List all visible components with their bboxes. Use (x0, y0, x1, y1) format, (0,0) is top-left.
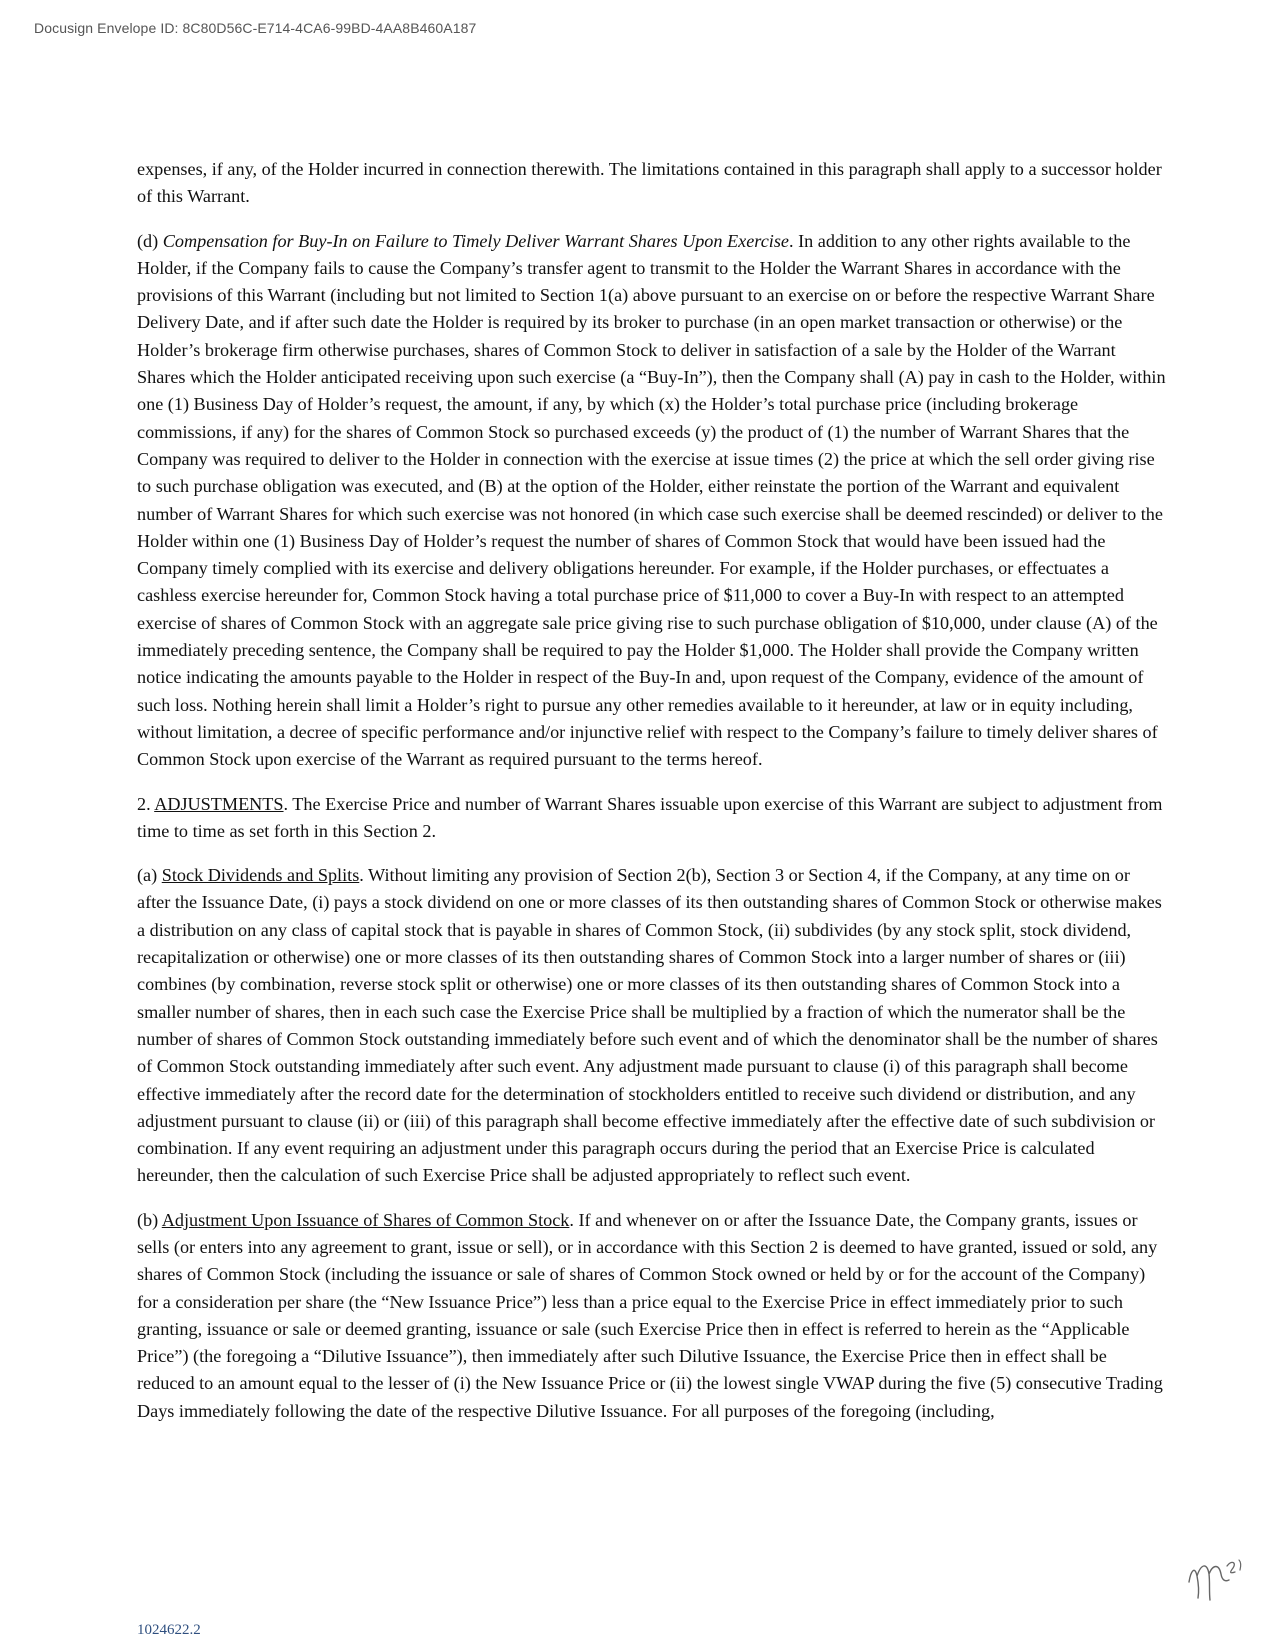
section-heading-issuance-adjustment: Adjustment Upon Issuance of Shares of Common Stock (161, 1209, 570, 1230)
section-heading-adjustments: ADJUSTMENTS (154, 793, 284, 814)
paragraph-continuation: expenses, if any, of the Holder incurred in connection therewith. The limitations contained in this paragraph shall apply to a successor holder of this Warrant. (137, 159, 1162, 207)
section-heading-stock-dividends: Stock Dividends and Splits (161, 865, 360, 886)
paragraph-buy-in: (d) Compensation for Buy-In on Failure to Timely Deliver Warrant Shares Upon Exercise. In addition to any other rights available to the Holder, if the Company fails to cause the Company’s transfer agent to transmit to the Holder the Warrant Shares in accordance with the provisions of this Warrant (including but not limited to Section 1(a) above pursuant to an exercise on or before the respective Warrant Share Delivery Date, and if after such date the Holder is required by its broker to purchase (in an open market transaction or otherwise) or the Holder’s brokerage firm otherwise purchases, shares of Common Stock to deliver in satisfaction of a sale by the Holder of the Warrant Shares which the Holder anticipated receiving upon such exercise (a “Buy-In”), then the Company shall (A) pay in cash to the Holder, within one (1) Business Day of Holder’s request, the amount, if any, by which (x) the Holder’s total purchase price (including brokerage commissions, if any) for the shares of Common Stock so purchased exceeds (y) the product of (1) the number of Warrant Shares that the Company was required to deliver to the Holder in connection with the exercise at issue times (2) the price at which the sell order giving rise to such purchase obligation was executed, and (B) at the option of the Holder, either reinstate the portion of the Warrant and equivalent number of Warrant Shares for which such exercise was not honored (in which case such exercise shall be deemed rescinded) or deliver to the Holder within one (1) Business Day of Holder’s request the number of shares of Common Stock that would have been issued had the Company timely complied with its exercise and delivery obligations hereunder. For example, if the Holder purchases, or effectuates a cashless exercise hereunder for, Common Stock having a total purchase price of $11,000 to cover a Buy-In with respect to an attempted exercise of shares of Common Stock with an aggregate sale price giving rise to such purchase obligation of $10,000, under clause (A) of the immediately preceding sentence, the Company shall be required to pay the Holder $1,000. The Holder shall provide the Company written notice indicating the amounts payable to the Holder in respect of the Buy-In and, upon request of the Company, evidence of the amount of such loss. Nothing herein shall limit a Holder’s right to pursue any other remedies available to it hereunder, at law or in equity including, without limitation, a decree of specific performance and/or injunctive relief with respect to the Company’s failure to timely deliver shares of Common Stock upon exercise of the Warrant as required pursuant to the terms hereof. (137, 230, 1166, 770)
paragraph-adjustments: 2. ADJUSTMENTS. The Exercise Price and number of Warrant Shares issuable upon exercise of this Warrant are subject to adjustment from time to time as set forth in this Section 2. (137, 793, 1163, 841)
paragraph-issuance-adjustment: (b) Adjustment Upon Issuance of Shares of Common Stock. If and whenever on or after the Issuance Date, the Company grants, issues or sells (or enters into any agreement to grant, issue or sell), or in accordance with this Section 2 is deemed to have granted, issued or sold, any shares of Common Stock (including the issuance or sale of shares of Common Stock owned or held by or for the account of the Company) for a consideration per share (the “New Issuance Price”) less than a price equal to the Exercise Price in effect immediately prior to such granting, issuance or sale or deemed granting, issuance or sale (such Exercise Price then in effect is referred to herein as the “Applicable Price”) (the foregoing a “Dilutive Issuance”), then immediately after such Dilutive Issuance, the Exercise Price then in effect shall be reduced to an amount equal to the lesser of (i) the New Issuance Price or (ii) the lowest single VWAP during the five (5) consecutive Trading Days immediately following the date of the respective Dilutive Issuance. For all purposes of the foregoing (including, (137, 1209, 1163, 1421)
docusign-envelope-id: Docusign Envelope ID: 8C80D56C-E714-4CA6-99BD-4AA8B460A187 (34, 20, 477, 36)
document-number: 1024622.2 (137, 1622, 201, 1638)
paragraph-stock-dividends: (a) Stock Dividends and Splits. Without limiting any provision of Section 2(b), Section 3 or Section 4, if the Company, at any time on or after the Issuance Date, (i) pays a stock dividend on one or more classes of its then outstanding shares of Common Stock or otherwise makes a distribution on any class of capital stock that is payable in shares of Common Stock, (ii) subdivides (by any stock split, stock dividend, recapitalization or otherwise) one or more classes of its then outstanding shares of Common Stock into a larger number of shares or (iii) combines (by combination, reverse stock split or otherwise) one or more classes of its then outstanding shares of Common Stock into a smaller number of shares, then in each such case the Exercise Price shall be multiplied by a fraction of which the numerator shall be the number of shares of Common Stock outstanding immediately before such event and of which the denominator shall be the number of shares of Common Stock outstanding immediately after such event. Any adjustment made pursuant to clause (i) of this paragraph shall become effective immediately after the record date for the determination of stockholders entitled to receive such dividend or distribution, and any adjustment pursuant to clause (ii) or (iii) of this paragraph shall become effective immediately after the effective date of such subdivision or combination. If any event requiring an adjustment under this paragraph occurs during the period that an Exercise Price is calculated hereunder, then the calculation of such Exercise Price shall be adjusted appropriately to reflect such event. (137, 865, 1162, 1186)
document-body (137, 156, 1167, 1442)
section-heading-buy-in: Compensation for Buy-In on Failure to Timely Deliver Warrant Shares Upon Exercise (162, 230, 789, 251)
handwritten-initials (1183, 1542, 1253, 1612)
